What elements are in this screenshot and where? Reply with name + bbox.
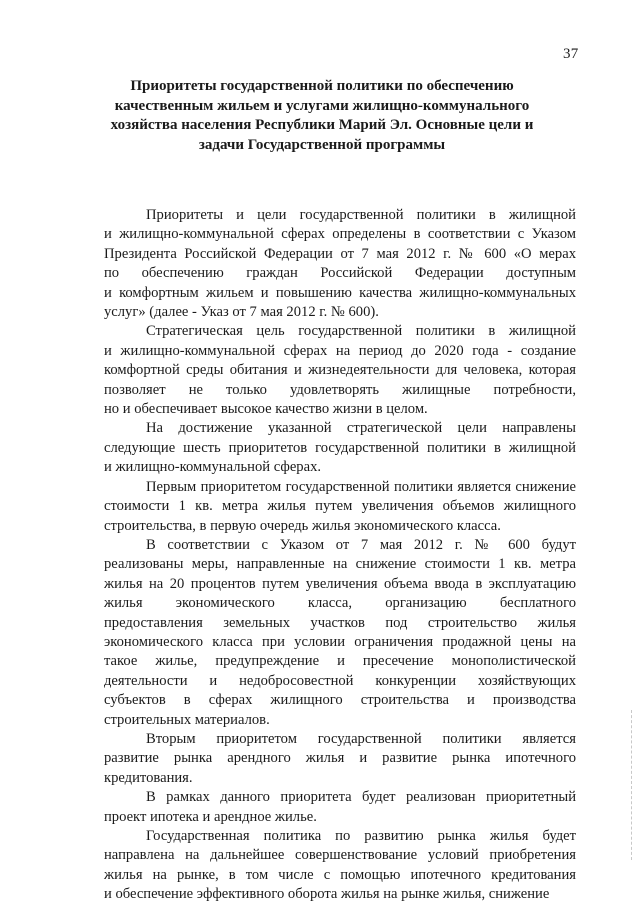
- paragraph: [104, 827, 576, 905]
- text-line: и жилищно-коммунальной сферах.: [104, 459, 322, 476]
- title-line: задачи Государственной программы: [198, 136, 446, 153]
- text-line: Первым приоритетом государственной политики является снижение: [146, 478, 576, 495]
- text-line: кредитования.: [104, 769, 193, 786]
- paragraph: [104, 788, 576, 827]
- paragraph: [104, 322, 576, 419]
- page-number: 37: [563, 46, 579, 62]
- text-line: жилья на 20 процентов путем увеличения объема ввода в эксплуатацию: [104, 575, 576, 592]
- text-line: по обеспечению граждан Российской Федерации доступным: [104, 265, 576, 282]
- text-line: жилья экономического класса, организацию бесплатного: [104, 595, 576, 612]
- text-line: стоимости 1 кв. метра жилья путем увеличения объемов жилищного: [104, 498, 576, 515]
- text-line: позволяет не только удовлетворять жилищные потребности,: [104, 381, 576, 398]
- text-line: такое жилье, предупреждение и пресечение монополистической: [104, 653, 576, 670]
- text-line: жилья на рынке, в том числе с помощью ипотечного кредитования: [104, 866, 576, 883]
- margin-mark: [628, 710, 632, 860]
- text-line: и жилищно-коммунальной сферах на период до 2020 года - создание: [104, 342, 576, 359]
- text-line: услуг» (далее - Указ от 7 мая 2012 г. № 600).: [104, 304, 379, 321]
- text-line: и комфортным жильем и повышению качества жилищно-коммунальных: [104, 284, 576, 301]
- paragraph: [104, 206, 576, 322]
- text-line: строительства, в первую очередь жилья экономического класса.: [104, 517, 501, 534]
- text-line: На достижение указанной стратегической цели направлены: [146, 420, 576, 437]
- text-line: субъектов в сферах жилищного строительства и производства: [104, 692, 576, 709]
- title-line: качественным жильем и услугами жилищно-коммунального: [114, 97, 530, 114]
- text-line: но и обеспечивает высокое качество жизни в целом.: [104, 401, 428, 418]
- title-line: Приоритеты государственной политики по обеспечению: [130, 78, 514, 94]
- paragraph: [104, 730, 576, 788]
- text-line: экономического класса при условии ограничения продажной цены на: [104, 633, 576, 650]
- text-line: Президента Российской Федерации от 7 мая 2012 г. № 600 «О мерах: [104, 245, 576, 262]
- text-line: комфортной среды обитания и жизнедеятельности для человека, которая: [104, 362, 576, 379]
- paragraph: [104, 419, 576, 477]
- text-line: В рамках данного приоритета будет реализован приоритетный: [146, 789, 576, 806]
- paragraph: [104, 536, 576, 730]
- body-text: [104, 206, 576, 905]
- text-line: развитие рынка арендного жилья и развитие рынка ипотечного: [104, 750, 576, 767]
- text-line: строительных материалов.: [104, 711, 270, 728]
- text-line: В соответствии с Указом от 7 мая 2012 г. № 600 будут: [146, 536, 576, 553]
- text-line: Вторым приоритетом государственной политики является: [146, 730, 576, 747]
- section-title: [96, 77, 548, 155]
- text-line: Приоритеты и цели государственной политики в жилищной: [146, 207, 576, 223]
- text-line: Государственная политика по развитию рынка жилья будет: [146, 828, 576, 844]
- text-line: предоставления земельных участков под строительство жилья: [104, 614, 576, 631]
- text-line: деятельности и недобросовестной конкуренции хозяйствующих: [104, 672, 576, 689]
- text-line: проект ипотека и арендное жилье.: [104, 808, 317, 825]
- title-line: хозяйства населения Республики Марий Эл. Основные цели и: [110, 117, 534, 133]
- text-line: и жилищно-коммунальной сферах определены в соответствии с Указом: [104, 226, 576, 243]
- paragraph: [104, 478, 576, 536]
- text-line: следующие шесть приоритетов государственной политики в жилищной: [104, 439, 576, 456]
- text-line: реализованы меры, направленные на снижение стоимости 1 кв. метра: [104, 556, 576, 573]
- text-line: Стратегическая цель государственной политики в жилищной: [146, 323, 576, 340]
- text-line: и обеспечение эффективного оборота жилья на рынке жилья, снижение: [104, 886, 550, 903]
- text-line: направлена на дальнейшее совершенствование условий приобретения: [104, 847, 576, 864]
